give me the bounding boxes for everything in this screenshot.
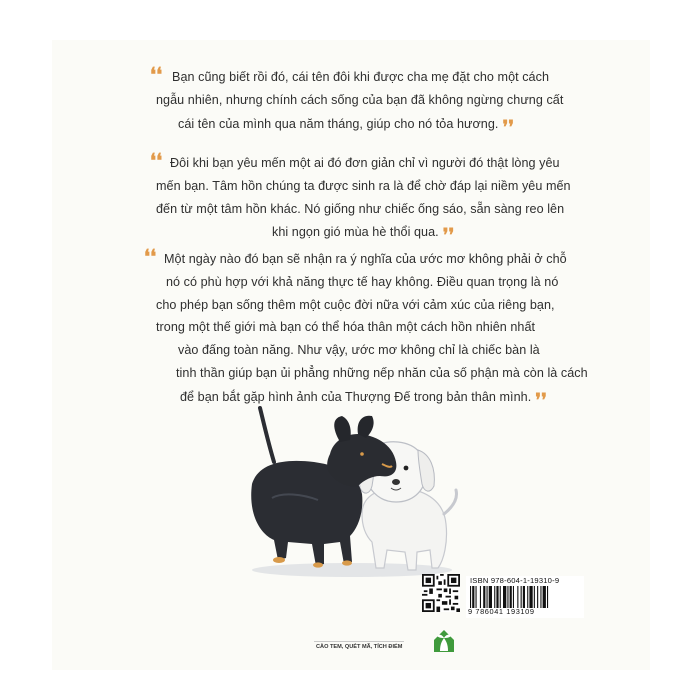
quote-line: cho phép bạn sống thêm một cuộc đời nữa với cảm xúc của riêng bạn, [156,297,555,312]
quote-line: mến bạn. Tâm hồn chúng ta được sinh ra là để chờ đáp lại niềm yêu mến [156,178,571,193]
close-quote-mark: ❜❜ [502,116,515,138]
isbn-label: ISBN 978-604-1-19310-9 [470,576,560,585]
quote-line: khi ngọn gió mùa hè thổi qua. [272,225,439,240]
book-back-cover [52,40,650,670]
barcode-bar [547,586,548,608]
open-quote-mark: ❛❛ [150,64,163,86]
publisher-logo-icon [428,624,460,656]
open-quote-mark: ❛❛ [144,246,157,268]
quote-line: đến từ một tâm hồn khác. Nó giống như chiếc ống sáo, sẵn sàng reo lên [156,201,565,216]
barcode-bar [480,586,481,608]
barcode-bar [529,586,532,608]
barcode-bar [483,586,485,608]
quote-line: để bạn bắt gặp hình ảnh của Thượng Đế trong bản thân mình. [180,389,532,404]
barcode-bar [496,586,498,608]
barcode-bar [517,586,518,608]
barcode-bar [510,586,512,608]
close-quote-mark: ❜❜ [442,225,455,247]
barcode-bar [507,586,508,608]
quote-line: ngẫu nhiên, nhưng chính cách sống của bạn đã không ngừng chưng cất [156,92,564,107]
quote-line: nó có phù hợp với khả năng thực tế hay không. Điều quan trọng là nó [166,274,559,289]
footer-divider [314,641,404,642]
barcode-bar [487,586,488,608]
quote-block-1 [52,64,650,138]
quote-line: trong một thế giới mà bạn có thể hóa thân một cách hồn nhiên nhất [156,320,536,335]
close-quote-mark: ❜❜ [535,389,547,411]
quote-block-2 [52,150,650,247]
quote-block-3 [52,248,650,409]
quote-line: Bạn cũng biết rồi đó, cái tên đôi khi được cha mẹ đặt cho một cách [172,70,550,84]
barcode-bar [523,586,525,608]
open-quote-mark: ❛❛ [150,150,163,172]
barcode-bar [489,586,492,608]
qr-code [422,574,460,612]
quote-line: Đôi khi bạn yêu mến một ai đó đơn giản chỉ vì người đó thật lòng yêu [170,156,560,170]
quote-line: Một ngày nào đó bạn sẽ nhận ra ý nghĩa của ước mơ không phải ở chỗ [164,252,567,266]
barcode-bars [470,586,580,608]
quote-line: vào đấng toàn năng. Như vậy, ước mơ không chỉ là chiếc bàn là [178,343,540,358]
barcode-bar [527,586,528,608]
barcode-bar [500,586,501,608]
barcode-bar [537,586,538,608]
barcode-bar [543,586,546,608]
barcode-bar [476,586,477,608]
barcode-bar [540,586,541,608]
barcode-bar [521,586,522,608]
footer-text: CÀO TEM, QUÉT MÃ, TÍCH ĐIỂM [316,644,403,650]
dogs-illustration [212,402,472,580]
isbn-barcode [466,576,584,618]
barcode-bar [494,586,495,608]
quote-line: cái tên của mình qua năm tháng, giúp cho nó tỏa hương. [178,116,499,131]
barcode-bar [472,586,474,608]
barcode-digits: 9 786041 193109 [468,607,535,616]
barcode-bar [470,586,471,608]
barcode-bar [503,586,506,608]
quote-line: tinh thần giúp bạn ủi phẳng những nếp nhăn của số phận mà còn là cách [176,365,588,380]
barcode-bar [534,586,535,608]
barcode-bar [513,586,514,608]
